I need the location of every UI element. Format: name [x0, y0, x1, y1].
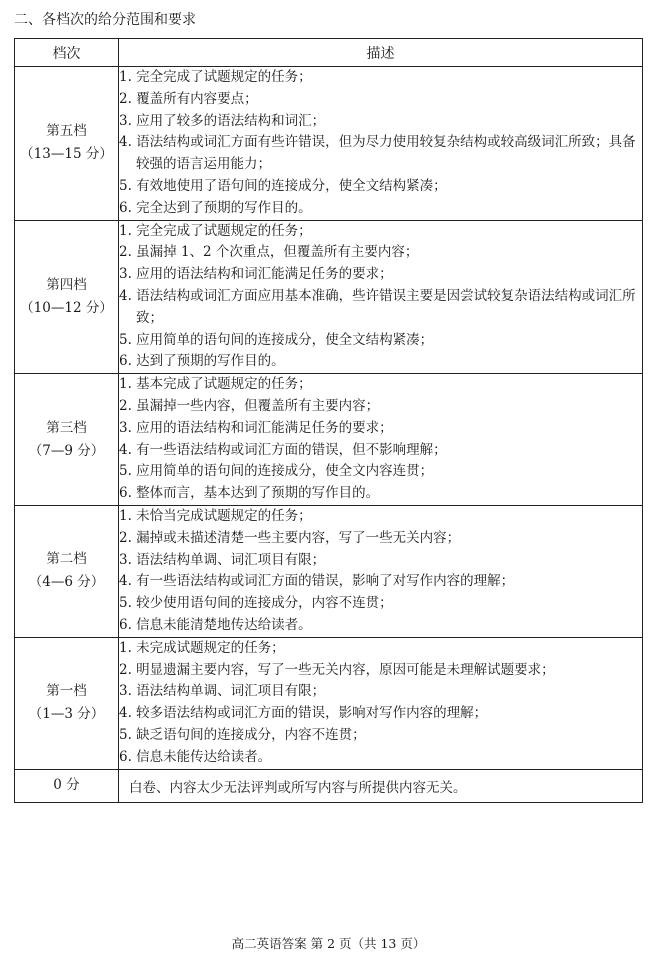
criterion-item: 6. 整体而言，基本达到了预期的写作目的。: [119, 485, 380, 502]
grade-level: 第二档: [46, 551, 87, 568]
criterion-item: 6. 信息未能清楚地传达给读者。: [119, 616, 312, 633]
description-cell: [119, 67, 643, 221]
grade-range: （1—3 分）: [28, 706, 105, 723]
criterion-item: 2. 明显遗漏主要内容，写了一些无关内容，原因可能是未理解试题要求；: [119, 661, 555, 678]
grade-level: 第五档: [46, 123, 87, 140]
criterion-item: 1. 未恰当完成试题规定的任务；: [119, 507, 312, 524]
criterion-item: 6. 达到了预期的写作目的。: [119, 353, 285, 370]
description-cell: 白卷、内容太少无法评判或所写内容与所提供内容无关。: [119, 769, 643, 802]
table-header-row: [15, 39, 643, 67]
grade-range: （4—6 分）: [28, 574, 105, 591]
grade-range: （13—15 分）: [20, 146, 113, 163]
criterion-item: 3. 应用的语法结构和词汇能满足任务的要求；: [119, 266, 393, 283]
criterion-item: 2. 覆盖所有内容要点；: [119, 90, 258, 107]
description-cell: [119, 220, 643, 374]
criterion-item: 6. 信息未能传达给读者。: [119, 748, 272, 765]
criterion-item: 6. 完全达到了预期的写作目的。: [119, 199, 312, 216]
criterion-item: 5. 有效地使用了语句间的连接成分，使全文结构紧凑；: [119, 177, 447, 194]
grade-range: （10—12 分）: [20, 299, 113, 316]
criterion-item: 3. 语法结构单调、词汇项目有限；: [119, 551, 326, 568]
grade-cell: [15, 374, 119, 506]
header-grade: 档次: [15, 39, 119, 67]
criterion-item: 3. 应用的语法结构和词汇能满足任务的要求；: [119, 419, 393, 436]
criterion-item: 5. 应用简单的语句间的连接成分，使全文内容连贯；: [119, 463, 434, 480]
scoring-rubric-table: [14, 38, 643, 803]
table-row: [15, 67, 643, 221]
grade-cell: [15, 505, 119, 637]
description-cell: [119, 505, 643, 637]
criterion-item: 5. 较少使用语句间的连接成分，内容不连贯；: [119, 595, 393, 612]
criterion-item: 3. 语法结构单调、词汇项目有限；: [119, 683, 326, 700]
criterion-item: 4. 有一些语法结构或词汇方面的错误，但不影响理解；: [119, 441, 447, 458]
criterion-item: 1. 完全完成了试题规定的任务；: [119, 69, 312, 85]
criterion-item: 2. 漏掉或未描述清楚一些主要内容，写了一些无关内容；: [119, 529, 461, 546]
table-row: [15, 505, 643, 637]
description-cell: [119, 637, 643, 769]
grade-cell: [15, 220, 119, 374]
grade-level: 第四档: [46, 276, 87, 293]
criterion-item: 4. 较多语法结构或词汇方面的错误，影响对写作内容的理解；: [119, 705, 488, 722]
table-row: [15, 637, 643, 769]
criterion-item: 2. 虽漏掉一些内容，但覆盖所有主要内容；: [119, 397, 380, 414]
criterion-item: 4. 有一些语法结构或词汇方面的错误，影响了对写作内容的理解；: [119, 573, 515, 590]
criterion-item: 1. 未完成试题规定的任务；: [119, 639, 285, 656]
criterion-item: 4. 语法结构或词汇方面应用基本准确，些许错误主要是因尝试较复杂语法结构或词汇所致；: [119, 287, 636, 326]
section-title: 二、各档次的给分范围和要求: [14, 12, 196, 28]
grade-range: （7—9 分）: [28, 442, 105, 459]
criterion-item: 4. 语法结构或词汇方面有些许错误，但为尽力使用较复杂结构或较高级词汇所致；具备较强的语言运用能力；: [119, 134, 636, 173]
grade-cell: [15, 67, 119, 221]
grade-level: 第一档: [46, 683, 87, 700]
criterion-item: 3. 应用了较多的语法结构和词汇；: [119, 112, 326, 129]
table-row: [15, 220, 643, 374]
grade-level: 第三档: [46, 419, 87, 436]
page-footer: 高二英语答案 第 2 页（共 13 页）: [231, 936, 426, 951]
grade-cell: 0 分: [15, 769, 119, 802]
grade-cell: [15, 637, 119, 769]
criterion-item: 1. 完全完成了试题规定的任务；: [119, 222, 312, 239]
criterion-item: 2. 虽漏掉 1、2 个次重点，但覆盖所有主要内容；: [119, 244, 419, 261]
criterion-item: 5. 应用简单的语句间的连接成分，使全文结构紧凑；: [119, 331, 434, 348]
table-row-zero: [15, 769, 643, 802]
header-description: 描述: [119, 39, 643, 67]
criterion-item: 5. 缺乏语句间的连接成分，内容不连贯；: [119, 726, 366, 743]
table-row: [15, 374, 643, 506]
criterion-item: 1. 基本完成了试题规定的任务；: [119, 376, 312, 393]
description-cell: [119, 374, 643, 506]
